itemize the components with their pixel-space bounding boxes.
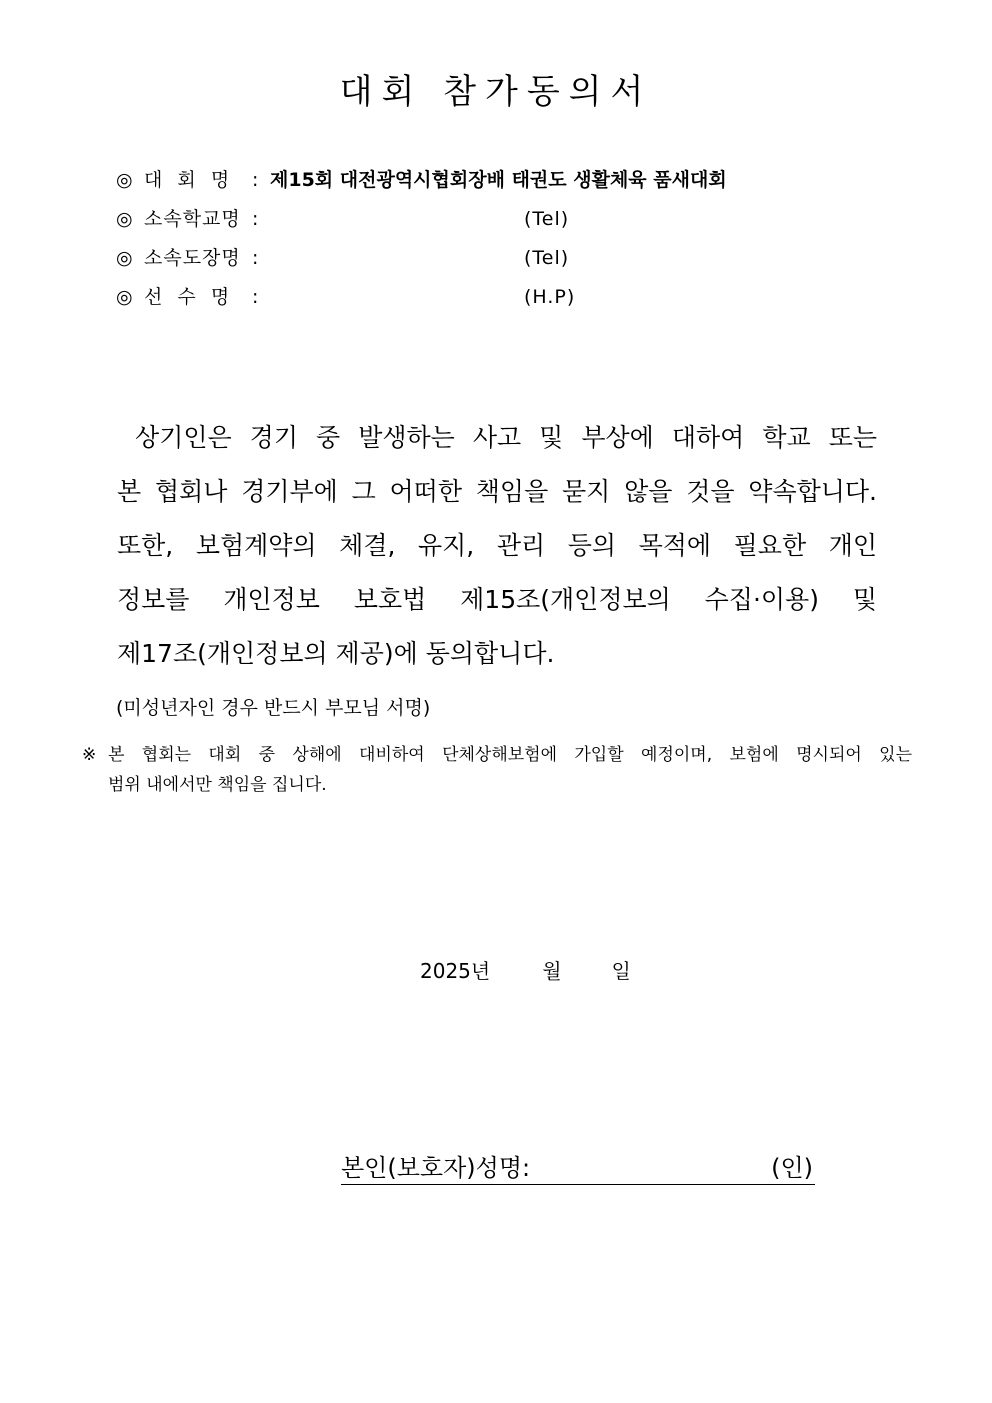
player-row [116,283,270,311]
insurance-notice-line-1: 본 협회는 대회 중 상해에 대비하여 단체상해보험에 가입할 예정이며, 보험에 명시되어 있는 [108,745,912,765]
date-day: 일 [611,959,631,983]
school-colon: : [252,208,259,230]
competition-row [116,166,727,194]
dojang-label: 소속도장명 [144,247,241,269]
document-title: 대회 참가동의서 [339,72,653,112]
date-month: 월 [542,959,562,983]
consent-line-3: 또한, 보험계약의 체결, 유지, 관리 등의 목적에 필요한 개인 [117,531,877,560]
consent-line-2: 본 협회나 경기부에 그 어떠한 책임을 묻지 않을 것을 약속합니다. [117,477,877,506]
consent-line-5: 제17조(개인정보의 제공)에 동의합니다. [117,639,555,668]
bullet-icon: ◎ [116,247,133,269]
signature-label: 본인(보호자)성명: [341,1154,531,1182]
reference-mark-icon: ※ [82,745,97,765]
school-tel-label: (Tel) [524,208,570,230]
competition-colon: : [252,169,259,191]
dojang-colon: : [252,247,259,269]
insurance-notice-line-2: 범위 내에서만 책임을 집니다. [108,775,327,795]
player-hp-label: (H.P) [524,286,576,308]
dojang-tel-label: (Tel) [524,247,570,269]
minor-signature-note: (미성년자인 경우 반드시 부모님 서명) [116,697,431,719]
signature-line[interactable] [341,1152,815,1185]
player-label: 선 수 명 [144,286,231,308]
school-row [116,205,270,233]
bullet-icon: ◎ [116,169,133,191]
player-colon: : [252,286,259,308]
bullet-icon: ◎ [116,286,133,308]
competition-name: 제15회 대전광역시협회장배 태권도 생활체육 품새대회 [270,169,727,191]
bullet-icon: ◎ [116,208,133,230]
consent-line-1: 상기인은 경기 중 발생하는 사고 및 부상에 대하여 학교 또는 [117,423,877,452]
dojang-row [116,244,270,272]
consent-line-4: 정보를 개인정보 보호법 제15조(개인정보의 수집·이용) 및 [117,585,877,614]
date-year: 2025년 [420,959,491,983]
competition-label: 대 회 명 [144,169,231,191]
school-label: 소속학교명 [144,208,241,230]
date-line [420,956,631,986]
seal-mark: (인) [771,1154,813,1182]
